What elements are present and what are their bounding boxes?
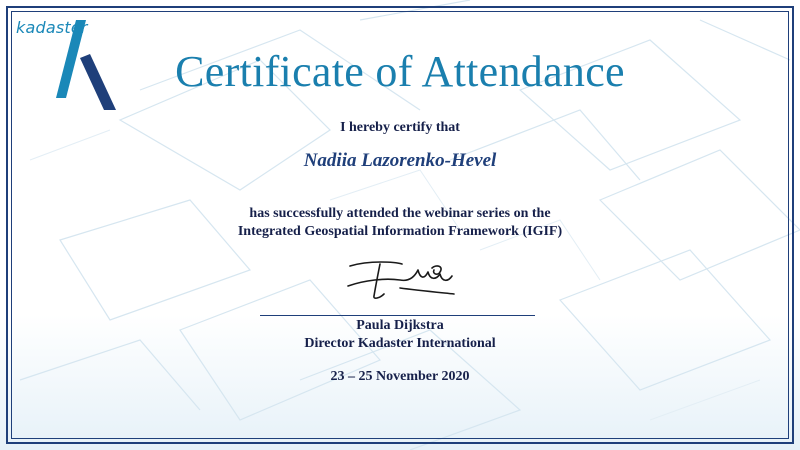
kadaster-wordmark: kadaster	[16, 18, 88, 37]
recipient-name: Nadiia Lazorenko-Hevel	[303, 150, 497, 171]
signer-title: Director Kadaster International	[304, 336, 496, 351]
certificate-title: Certificate of Attendance	[175, 47, 625, 96]
signature-line	[260, 315, 535, 316]
signer-name: Paula Dijkstra	[356, 318, 444, 333]
event-dates: 23 – 25 November 2020	[330, 369, 470, 384]
attendance-statement-line-2: Integrated Geospatial Information Framework (IGIF)	[237, 224, 563, 239]
attendance-statement-line-1: has successfully attended the webinar series on the	[249, 206, 551, 221]
handwritten-signature	[340, 254, 460, 304]
certify-statement: I hereby certify that	[340, 120, 460, 135]
